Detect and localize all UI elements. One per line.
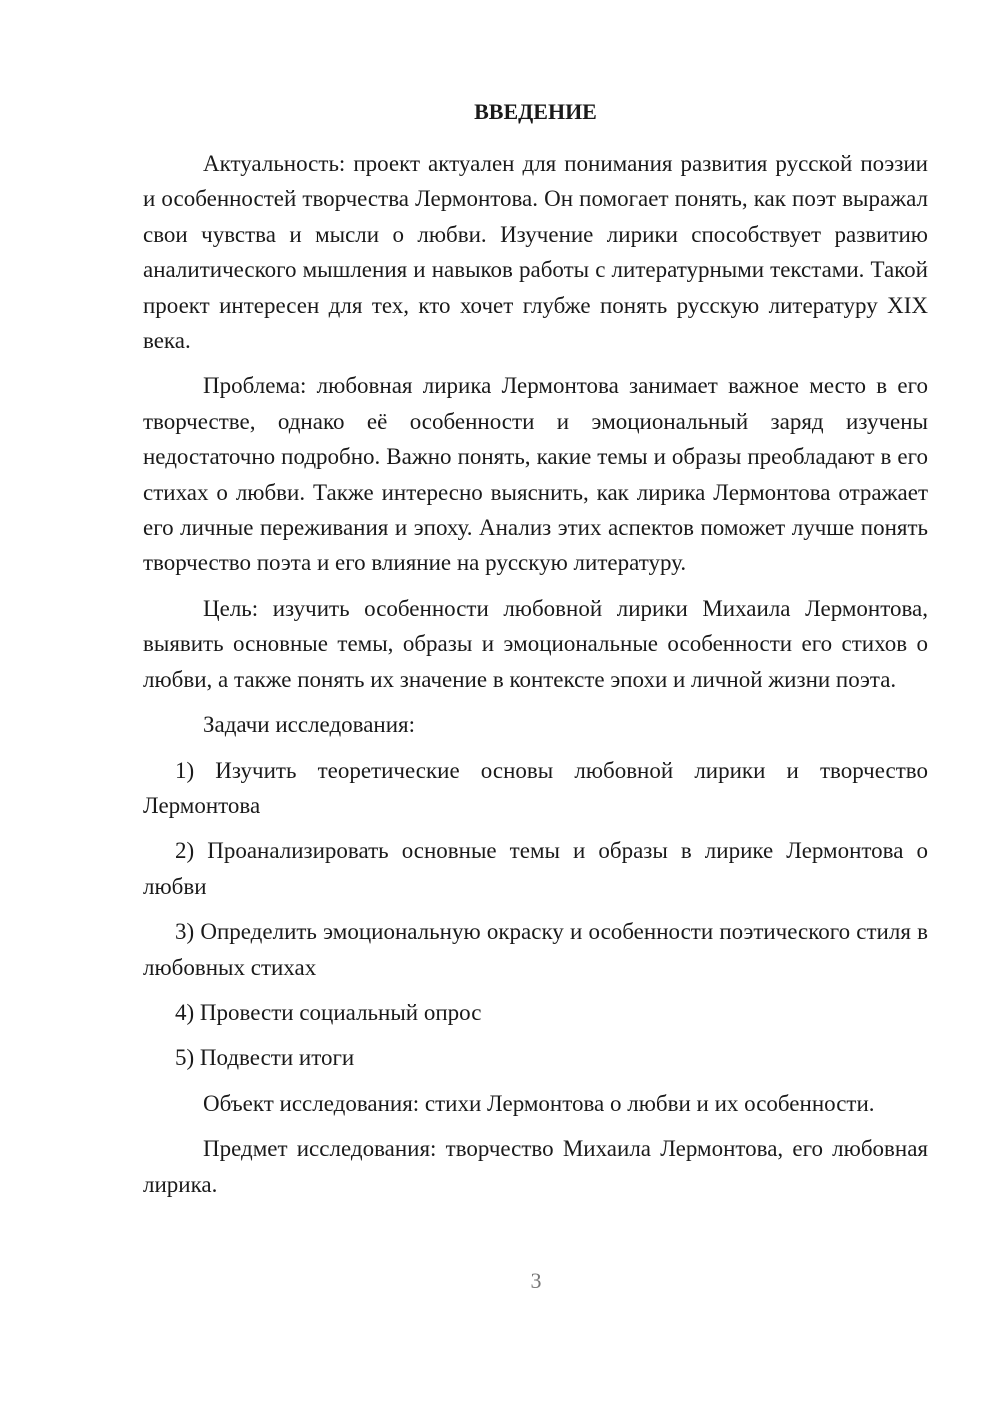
task-item-3: 3) Определить эмоциональную окраску и особенности поэтического стиля в любовных стихах — [143, 919, 928, 980]
problem-paragraph: Проблема: любовная лирика Лермонтова занимает важное место в его творчестве, однако её особенности и эмоциональный заряд изучены недостаточно подробно. Важно понять, какие темы и образы преобладают в его стихах о любви. Также интересно выяснить, как лирика Лермонтова отражает его личные переживания и эпоху. Анализ этих аспектов поможет лучше понять творчество поэта и его влияние на русскую литературу. — [143, 373, 928, 576]
task-item-5: 5) Подвести итоги — [175, 1045, 355, 1071]
tasks-title: Задачи исследования: — [203, 712, 416, 738]
relevance-paragraph: Актуальность: проект актуален для понимания развития русской поэзии и особенностей творчества Лермонтова. Он помогает понять, как поэт выражал свои чувства и мысли о любви. Изучение лирики способствует развитию аналитического мышления и навыков работы с литературными текстами. Такой проект интересен для тех, кто хочет глубже понять русскую литературу XIX века. — [143, 151, 928, 354]
document-page — [143, 92, 928, 1212]
section-heading: ВВЕДЕНИЕ — [474, 99, 597, 124]
goal-paragraph: Цель: изучить особенности любовной лирики Михаила Лермонтова, выявить основные темы, образы и эмоциональные особенности его стихов о любви, а также понять их значение в контексте эпохи и личной жизни поэта. — [143, 595, 928, 692]
page-number: 3 — [530, 1268, 542, 1293]
subject-paragraph: Предмет исследования: творчество Михаила Лермонтова, его любовная лирика. — [143, 1136, 928, 1197]
task-item-1: 1) Изучить теоретические основы любовной лирики и творчество Лермонтова — [143, 757, 928, 818]
task-item-2: 2) Проанализировать основные темы и образы в лирике Лермонтова о любви — [143, 838, 928, 899]
object-paragraph: Объект исследования: стихи Лермонтова о любви и их особенности. — [203, 1090, 875, 1116]
task-item-4: 4) Провести социальный опрос — [175, 999, 482, 1025]
